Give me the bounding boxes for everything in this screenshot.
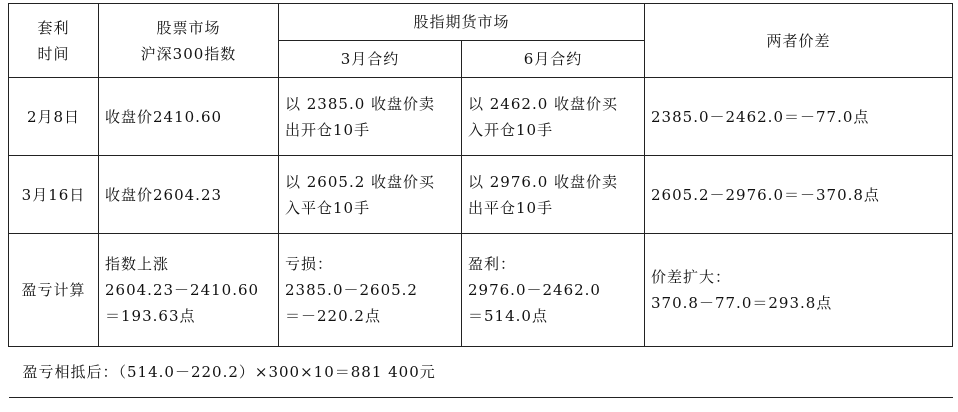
row-time: 3月16日 bbox=[9, 156, 99, 234]
table-row bbox=[9, 78, 953, 156]
header-spread: 两者价差 bbox=[645, 4, 953, 78]
arbitrage-table bbox=[8, 3, 953, 398]
row-spread: 价差扩大： 370.8－77.0＝293.8点 bbox=[645, 234, 953, 347]
row-june: 以 2976.0 收盘价卖 出平仓10手 bbox=[462, 156, 645, 234]
header-futures-market: 股指期货市场 bbox=[279, 4, 645, 41]
row-spread: 2385.0－2462.0＝－77.0点 bbox=[645, 78, 953, 156]
row-stock: 收盘价2604.23 bbox=[99, 156, 279, 234]
table-row bbox=[9, 234, 953, 347]
header-march-contract: 3月合约 bbox=[279, 41, 462, 78]
row-march: 以 2385.0 收盘价卖 出开仓10手 bbox=[279, 78, 462, 156]
row-march: 以 2605.2 收盘价买 入平仓10手 bbox=[279, 156, 462, 234]
table-row bbox=[9, 156, 953, 234]
row-spread: 2605.2－2976.0＝－370.8点 bbox=[645, 156, 953, 234]
header-june-contract: 6月合约 bbox=[462, 41, 645, 78]
footer-summary: 盈亏相抵后：（514.0－220.2）×300×10＝881 400元 bbox=[9, 347, 953, 398]
row-stock: 收盘价2410.60 bbox=[99, 78, 279, 156]
row-time: 盈亏计算 bbox=[9, 234, 99, 347]
header-arbitrage-time: 套利 时间 bbox=[9, 4, 99, 78]
row-time: 2月8日 bbox=[9, 78, 99, 156]
header-stock-market: 股票市场 沪深300指数 bbox=[99, 4, 279, 78]
row-june: 以 2462.0 收盘价买 入开仓10手 bbox=[462, 78, 645, 156]
row-june: 盈利： 2976.0－2462.0 ＝514.0点 bbox=[462, 234, 645, 347]
row-march: 亏损： 2385.0－2605.2 ＝－220.2点 bbox=[279, 234, 462, 347]
row-stock: 指数上涨 2604.23－2410.60 ＝193.63点 bbox=[99, 234, 279, 347]
